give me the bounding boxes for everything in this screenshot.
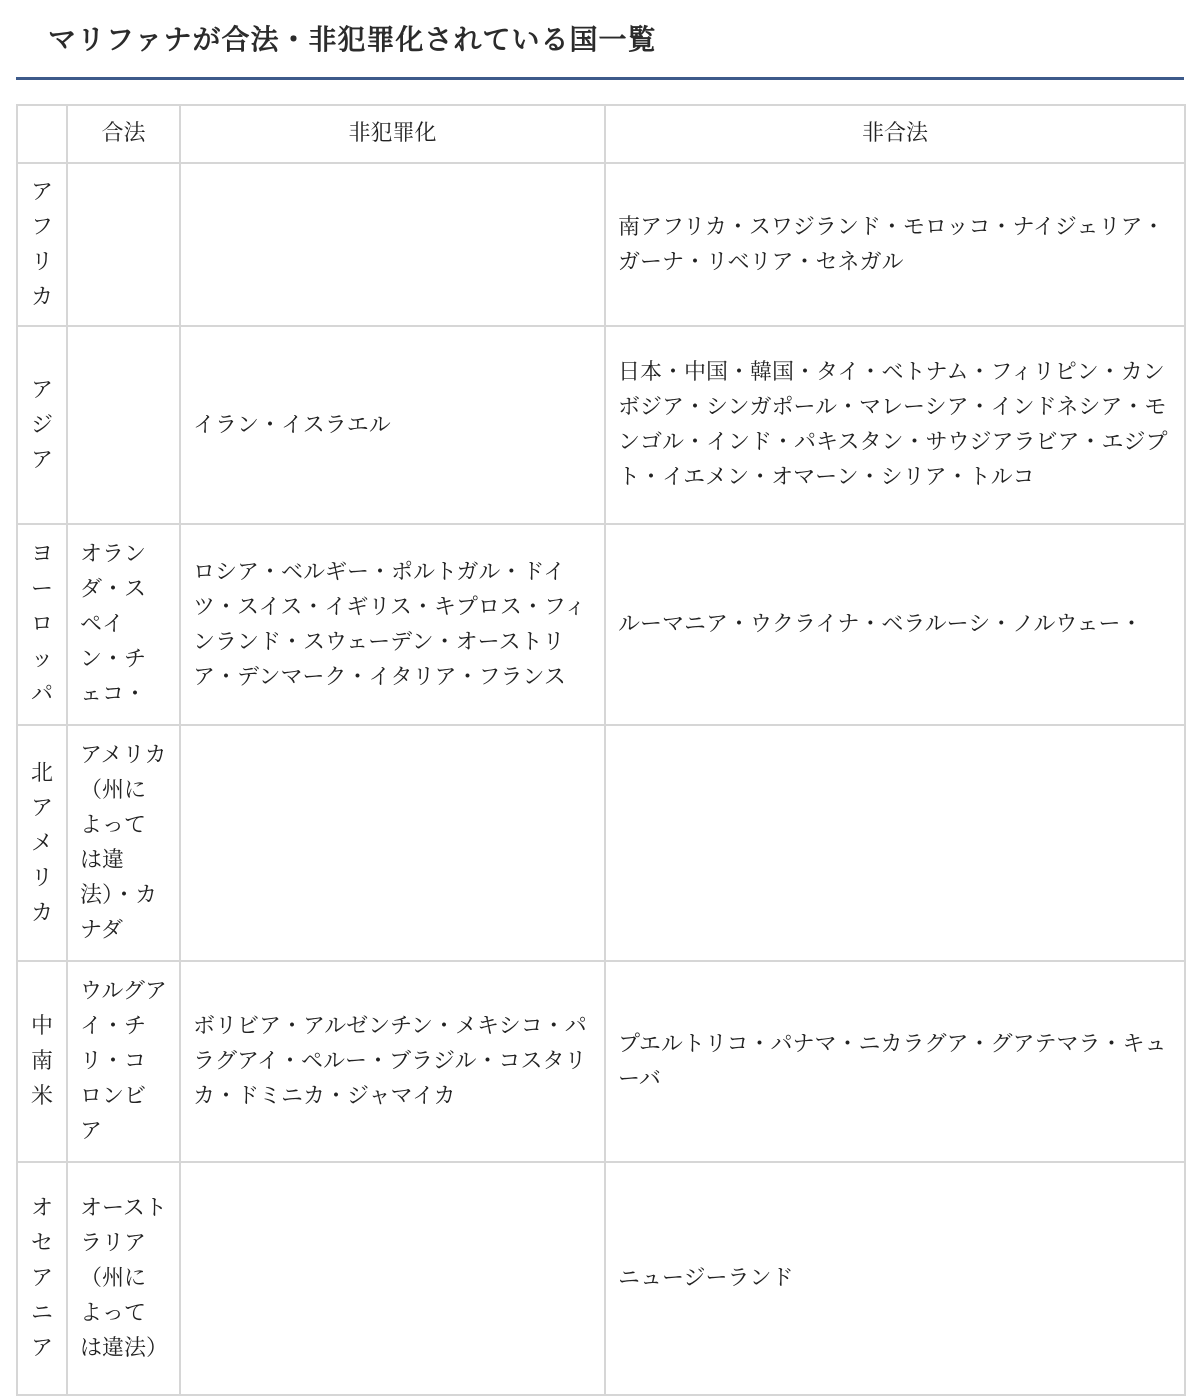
region-label: アフリカ [30, 179, 53, 310]
header-legal: 合法 [67, 105, 180, 163]
region-cell [17, 524, 67, 725]
region-cell [17, 725, 67, 961]
region-cell [17, 163, 67, 326]
country-table [16, 104, 1186, 1396]
decriminalized-cell: イラン・イスラエル [180, 326, 605, 524]
page-title: マリファナが合法・非犯罪化されている国一覧 [48, 23, 657, 56]
legal-cell [67, 163, 180, 326]
header-illegal: 非合法 [605, 105, 1185, 163]
illegal-cell: 南アフリカ・スワジランド・モロッコ・ナイジェリア・ガーナ・リベリア・セネガル [605, 163, 1185, 326]
illegal-cell: 日本・中国・韓国・タイ・ベトナム・フィリピン・カンボジア・シンガポール・マレーシア・インドネシア・モンゴル・インド・パキスタン・サウジアラビア・エジプト・イエメン・オマーン・シリア・トルコ [605, 326, 1185, 524]
table-row-asia [17, 326, 1185, 524]
table-row-latin-america [17, 961, 1185, 1162]
table-row-europe [17, 524, 1185, 725]
region-label: オセアニア [30, 1196, 53, 1361]
section-heading [16, 0, 1184, 80]
legal-cell: ウルグアイ・チリ・コロンビア [67, 961, 180, 1162]
decriminalized-cell [180, 163, 605, 326]
decriminalized-cell [180, 725, 605, 961]
region-label: 北アメリカ [30, 760, 53, 926]
table-row-oceania [17, 1162, 1185, 1395]
illegal-cell: ルーマニア・ウクライナ・ベラルーシ・ノルウェー・ [605, 524, 1185, 725]
region-cell [17, 1162, 67, 1395]
illegal-cell [605, 725, 1185, 961]
legal-cell: オーストラリア（州によっては違法） [67, 1162, 180, 1395]
region-label: ヨーロッパ [30, 542, 53, 707]
header-decriminalized: 非犯罪化 [180, 105, 605, 163]
table-row-north-america [17, 725, 1185, 961]
region-label: アジア [30, 377, 53, 473]
illegal-cell: プエルトリコ・パナマ・ニカラグア・グアテマラ・キューバ [605, 961, 1185, 1162]
decriminalized-cell [180, 1162, 605, 1395]
legal-cell: オランダ・スペイン・チェコ・ [67, 524, 180, 725]
header-region [17, 105, 67, 163]
legal-cell: アメリカ（州によっては違法）・カナダ [67, 725, 180, 961]
decriminalized-cell: ボリビア・アルゼンチン・メキシコ・パラグアイ・ペルー・ブラジル・コスタリカ・ドミニカ・ジャマイカ [180, 961, 605, 1162]
region-cell [17, 326, 67, 524]
illegal-cell: ニュージーランド [605, 1162, 1185, 1395]
legal-cell [67, 326, 180, 524]
table-header-row [17, 105, 1185, 163]
decriminalized-cell: ロシア・ベルギー・ポルトガル・ドイツ・スイス・イギリス・キプロス・フィンランド・スウェーデン・オーストリア・デンマーク・イタリア・フランス [180, 524, 605, 725]
region-cell [17, 961, 67, 1162]
region-label: 中南米 [30, 1014, 53, 1109]
table-row-africa [17, 163, 1185, 326]
